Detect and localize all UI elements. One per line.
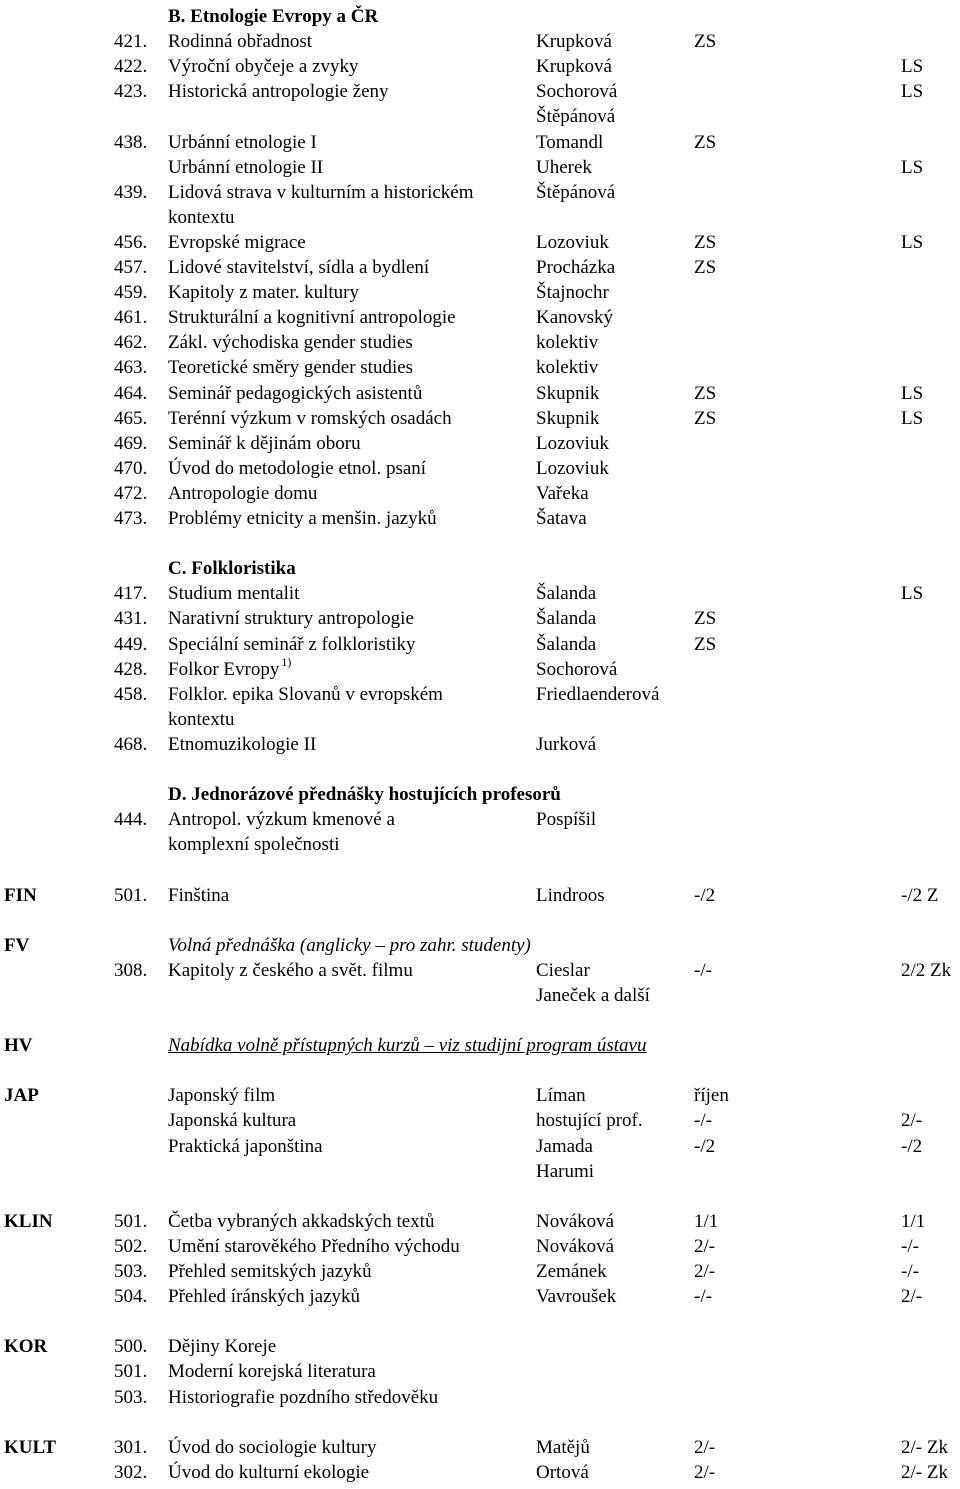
course-number: 444. [114, 809, 148, 831]
lecturer-name: Štěpánová [536, 181, 616, 203]
lecturer-name: Šatava [536, 508, 587, 529]
course-row [0, 456, 960, 481]
department-code: FV [4, 934, 30, 956]
lecturer-name: Vařeka [536, 482, 589, 504]
lecturer-name: Krupková [536, 56, 612, 78]
course-number: 473. [114, 508, 148, 529]
course-title: Urbánní etnologie II [168, 156, 324, 178]
course-row [0, 883, 960, 908]
course-title: Úvod do sociologie kultury [168, 1436, 377, 1458]
department-code: HV [4, 1035, 33, 1057]
course-row [0, 1134, 960, 1159]
course-row [0, 1385, 960, 1410]
course-row [0, 431, 960, 456]
course-row [0, 632, 960, 657]
course-title: Úvod do kulturní ekologie [168, 1461, 370, 1483]
semester-winter: ZS [694, 257, 717, 278]
lecturer-name: Harumi [536, 1160, 595, 1182]
lecturer-name: Pospíšil [536, 809, 597, 831]
lecturer-name: Nováková [536, 1235, 615, 1257]
course-title: Antropol. výzkum kmenové a [168, 809, 395, 831]
lecturer-name: Šalanda [536, 583, 597, 605]
lecturer-name: Líman [536, 1085, 586, 1107]
semester-winter: ZS [694, 231, 717, 253]
lecturer-name: Šalanda [536, 608, 597, 630]
semester-summer: LS [901, 81, 924, 103]
semester-summer: 2/- Zk [901, 1461, 948, 1483]
course-number: 457. [114, 257, 148, 278]
course-number: 423. [114, 81, 148, 103]
lecturer-name: Lozoviuk [536, 432, 609, 454]
course-row [0, 1259, 960, 1284]
semester-winter: ZS [694, 131, 717, 153]
course-title: Etnomuzikologie II [168, 733, 317, 755]
course-title: Praktická japonština [168, 1135, 323, 1157]
course-title: Četba vybraných akkadských textů [168, 1210, 435, 1232]
semester-winter: ZS [694, 608, 717, 630]
course-number: 449. [114, 633, 148, 655]
course-number: 469. [114, 432, 148, 454]
semester-summer: LS [901, 583, 924, 605]
lecturer-name: Friedlaenderová [536, 683, 660, 705]
course-number: 461. [114, 307, 148, 329]
lecturer-name: Jurková [536, 733, 597, 755]
semester-winter: ZS [694, 633, 717, 655]
course-number: 504. [114, 1286, 148, 1308]
course-number: 456. [114, 231, 148, 253]
course-number: 417. [114, 583, 148, 605]
course-row [0, 280, 960, 305]
course-row [0, 104, 960, 129]
semester-winter: ZS [694, 31, 717, 53]
course-row [0, 1460, 960, 1485]
course-number: 462. [114, 332, 148, 354]
semester-winter: -/- [694, 1286, 712, 1308]
lecturer-name: kolektiv [536, 332, 599, 354]
course-row [0, 355, 960, 380]
lecturer-name: Skupnik [536, 382, 600, 404]
semester-summer: 2/- Zk [901, 1436, 948, 1458]
course-number: 422. [114, 56, 148, 78]
lecturer-name: Lozoviuk [536, 457, 609, 479]
course-number: 438. [114, 131, 148, 153]
course-number: 500. [114, 1336, 148, 1358]
course-row [0, 707, 960, 732]
course-number: 431. [114, 608, 148, 630]
course-title: Rodinná obřadnost [168, 31, 313, 53]
course-number: 302. [114, 1461, 148, 1483]
lecturer-name: Štajnochr [536, 282, 609, 304]
lecturer-name: Janeček a další [536, 984, 650, 1006]
note-text: Nabídka volně přístupných kurzů – viz studijní program ústavu [168, 1035, 647, 1057]
course-row [0, 1083, 960, 1108]
course-title: kontextu [168, 708, 235, 730]
semester-winter: říjen [694, 1085, 729, 1107]
course-number: 468. [114, 733, 148, 755]
course-row [0, 1033, 960, 1058]
course-title: Studium mentalit [168, 583, 300, 605]
course-row [0, 79, 960, 104]
course-row [0, 1159, 960, 1184]
course-title: Teoretické směry gender studies [168, 357, 414, 379]
course-row [0, 958, 960, 983]
course-number: 439. [114, 181, 148, 203]
course-number: 501. [114, 884, 148, 906]
semester-winter: 2/- [694, 1436, 716, 1458]
course-row [0, 606, 960, 631]
course-title: Finština [168, 884, 230, 906]
semester-winter: 1/1 [694, 1210, 719, 1232]
semester-winter: -/- [694, 1110, 712, 1132]
spacer-row [0, 1309, 960, 1334]
course-title: Lidová strava v kulturním a historickém [168, 181, 474, 203]
course-number: 463. [114, 357, 148, 379]
course-row [0, 155, 960, 180]
department-code: JAP [4, 1085, 39, 1107]
course-title: Terénní výzkum v romských osadách [168, 407, 452, 429]
semester-winter: -/2 [694, 1135, 716, 1157]
lecturer-name: hostující prof. [536, 1110, 643, 1132]
course-number: 459. [114, 282, 148, 304]
department-code: KOR [4, 1336, 48, 1358]
semester-winter: -/2 [694, 884, 716, 906]
course-row [0, 54, 960, 79]
course-title: kontextu [168, 206, 235, 228]
course-row [0, 255, 960, 280]
course-number: 458. [114, 683, 148, 705]
course-title: komplexní společnosti [168, 834, 340, 856]
course-title: Historiografie pozdního středověku [168, 1386, 439, 1408]
course-row [0, 983, 960, 1008]
course-title: Seminář k dějinám oboru [168, 432, 361, 454]
lecturer-name: Kanovský [536, 307, 614, 329]
semester-summer: 2/- [901, 1110, 923, 1132]
semester-summer: -/- [901, 1261, 919, 1282]
course-row [0, 1435, 960, 1460]
semester-summer: LS [901, 156, 924, 178]
course-row [0, 381, 960, 406]
semester-summer: 2/- [901, 1286, 923, 1308]
semester-summer: -/2 [901, 1135, 923, 1157]
semester-summer: LS [901, 407, 924, 429]
course-number: 421. [114, 31, 148, 53]
semester-winter: 2/- [694, 1235, 716, 1257]
spacer-row [0, 531, 960, 556]
course-number: 503. [114, 1386, 148, 1408]
course-title: Evropské migrace [168, 231, 306, 253]
spacer-row [0, 1058, 960, 1083]
course-row [0, 130, 960, 155]
semester-winter: ZS [694, 407, 717, 429]
course-row [0, 330, 960, 355]
lecturer-name: Procházka [536, 257, 616, 278]
course-title: Dějiny Koreje [168, 1336, 277, 1358]
course-title: Japonský film [168, 1085, 276, 1107]
course-number: 470. [114, 457, 148, 479]
course-title: Seminář pedagogických asistentů [168, 382, 423, 404]
semester-summer: 1/1 [901, 1210, 926, 1232]
course-title: Problémy etnicity a menšin. jazyků [168, 508, 437, 529]
course-row [0, 1108, 960, 1133]
lecturer-name: Ortová [536, 1461, 589, 1483]
footnote-mark: 1) [281, 654, 292, 669]
lecturer-name: kolektiv [536, 357, 599, 379]
course-number: 301. [114, 1436, 148, 1458]
lecturer-name: Zemánek [536, 1261, 607, 1282]
course-row [0, 481, 960, 506]
course-number: 465. [114, 407, 148, 429]
course-title: Lidové stavitelství, sídla a bydlení [168, 257, 430, 278]
semester-summer: LS [901, 382, 924, 404]
course-title: Kapitoly z mater. kultury [168, 282, 360, 304]
course-row [0, 1234, 960, 1259]
note-text: Volná přednáška (anglicky – pro zahr. studenty) [168, 934, 531, 956]
section-heading-row [0, 556, 960, 581]
semester-summer: LS [901, 56, 924, 78]
course-number: 464. [114, 382, 148, 404]
course-title: Kapitoly z českého a svět. filmu [168, 959, 413, 981]
section-heading-row [0, 4, 960, 29]
course-number: 308. [114, 959, 148, 981]
spacer-row [0, 1008, 960, 1033]
lecturer-name: Jamada [536, 1135, 593, 1157]
course-row [0, 807, 960, 832]
course-number: 501. [114, 1210, 148, 1232]
lecturer-name: Šalanda [536, 633, 597, 655]
semester-summer: 2/2 Zk [901, 959, 952, 981]
course-row [0, 230, 960, 255]
course-title: Narativní struktury antropologie [168, 608, 414, 630]
course-title: Zákl. východiska gender studies [168, 332, 413, 354]
lecturer-name: Vavroušek [536, 1286, 617, 1308]
course-title: Urbánní etnologie I [168, 131, 317, 153]
spacer-row [0, 757, 960, 782]
course-title: Antropologie domu [168, 482, 318, 504]
lecturer-name: Uherek [536, 156, 592, 178]
course-number: 501. [114, 1361, 148, 1383]
course-row [0, 933, 960, 958]
course-number: 502. [114, 1235, 148, 1257]
course-title: Úvod do metodologie etnol. psaní [168, 457, 427, 479]
lecturer-name: Sochorová [536, 81, 618, 103]
course-title: Umění starověkého Předního východu [168, 1235, 460, 1257]
course-row [0, 581, 960, 606]
semester-summer: LS [901, 231, 924, 253]
department-code: KLIN [4, 1210, 53, 1232]
lecturer-name: Štěpánová [536, 106, 616, 128]
spacer-row [0, 1184, 960, 1209]
course-row [0, 29, 960, 54]
course-title: Výroční obyčeje a zvyky [168, 56, 359, 78]
course-row [0, 654, 960, 682]
section-heading: B. Etnologie Evropy a ČR [168, 6, 379, 27]
course-row [0, 832, 960, 857]
course-title: Historická antropologie ženy [168, 81, 389, 103]
course-row [0, 205, 960, 230]
course-title: Přehled semitských jazyků [168, 1261, 372, 1282]
course-row [0, 305, 960, 330]
course-title: Folklor. epika Slovanů v evropském [168, 683, 443, 705]
lecturer-name: Lindroos [536, 884, 605, 906]
course-number: 472. [114, 482, 148, 504]
spacer-row [0, 857, 960, 882]
semester-summer: -/- [901, 1235, 919, 1257]
course-row [0, 732, 960, 757]
section-heading: C. Folkloristika [168, 558, 296, 580]
semester-winter: -/- [694, 959, 712, 981]
course-title: Přehled íránských jazyků [168, 1286, 361, 1308]
lecturer-name: Krupková [536, 31, 612, 53]
semester-winter: 2/- [694, 1461, 716, 1483]
course-row [0, 1334, 960, 1359]
course-row [0, 682, 960, 707]
semester-winter: 2/- [694, 1261, 716, 1282]
course-title: Japonská kultura [168, 1110, 297, 1132]
lecturer-name: Nováková [536, 1210, 615, 1232]
section-heading: D. Jednorázové přednášky hostujících profesorů [168, 784, 561, 806]
lecturer-name: Lozoviuk [536, 231, 609, 253]
course-row [0, 406, 960, 431]
course-row [0, 1284, 960, 1309]
course-row [0, 1209, 960, 1234]
course-number: 503. [114, 1261, 148, 1282]
course-title: Strukturální a kognitivní antropologie [168, 307, 456, 329]
spacer-row [0, 908, 960, 933]
course-title: Moderní korejská literatura [168, 1361, 376, 1383]
department-code: KULT [4, 1436, 57, 1458]
course-title: Folkor Evropy $^{1)}$ [168, 654, 292, 680]
course-row [0, 1359, 960, 1384]
lecturer-name: Matějů [536, 1436, 590, 1458]
lecturer-name: Cieslar [536, 959, 590, 981]
course-number: 428. [114, 658, 148, 680]
section-heading-row [0, 782, 960, 807]
course-row [0, 506, 960, 531]
lecturer-name: Tomandl [536, 131, 604, 153]
department-code: FIN [4, 884, 37, 906]
spacer-row [0, 1410, 960, 1435]
semester-summer: -/2 Z [901, 884, 939, 906]
lecturer-name: Sochorová [536, 658, 618, 680]
course-row [0, 180, 960, 205]
lecturer-name: Skupnik [536, 407, 600, 429]
course-title: Speciální seminář z folkloristiky [168, 633, 416, 655]
semester-winter: ZS [694, 382, 717, 404]
